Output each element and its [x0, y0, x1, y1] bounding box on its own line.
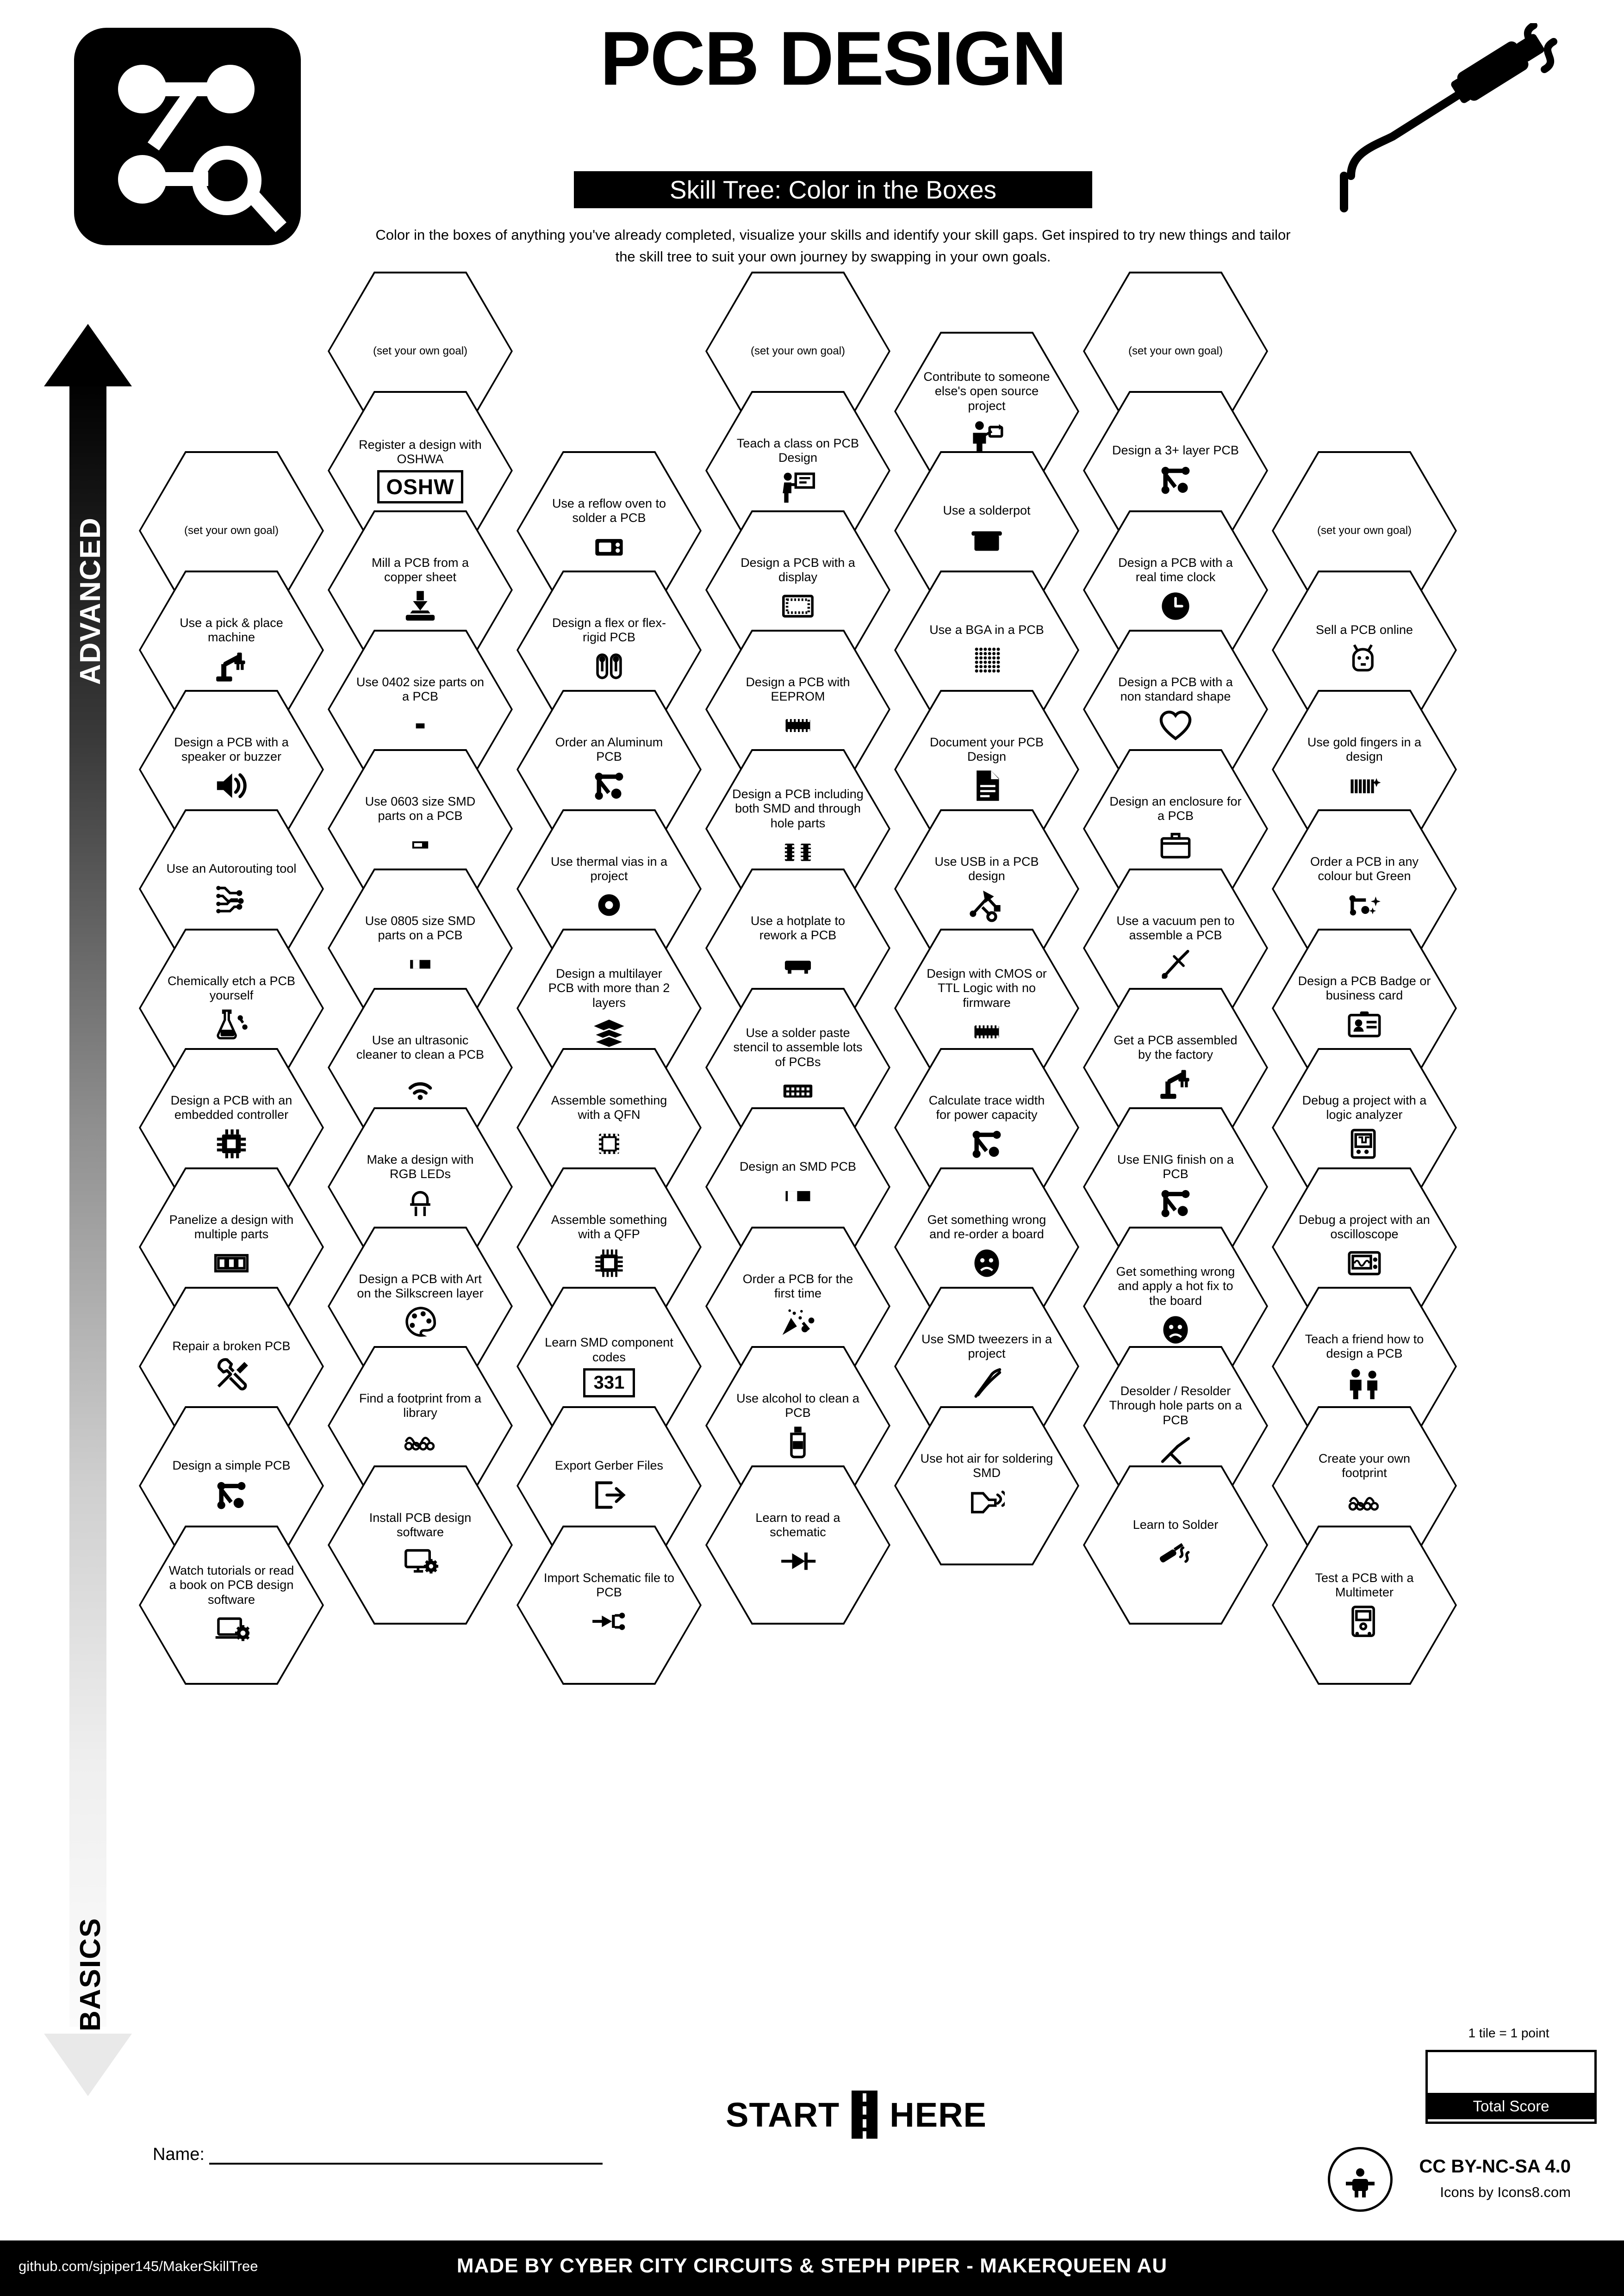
- sad-board-icon: [1157, 1312, 1194, 1348]
- skill-tile-label: Design a PCB with a speaker or buzzer: [174, 735, 289, 763]
- skill-tile-label: (set your own goal): [750, 345, 846, 358]
- skill-tile-label: Use a hotplate to rework a PCB: [750, 913, 846, 942]
- skill-tile-label: Use a BGA in a PCB: [929, 623, 1044, 637]
- skill-tile-label: Design with CMOS or TTL Logic with no firmware: [927, 967, 1047, 1010]
- name-label: Name:: [153, 2145, 205, 2164]
- skill-tile[interactable]: [705, 1465, 890, 1625]
- skill-tile-label: Use a pick & place machine: [180, 615, 283, 644]
- skill-tile-label: Repair a broken PCB: [172, 1339, 291, 1353]
- teach-friend-icon: [1346, 1365, 1382, 1401]
- qfn-icon: [591, 1126, 627, 1162]
- skill-tile-label: Use SMD tweezers in a project: [921, 1332, 1052, 1360]
- chip-square-icon: [213, 1126, 249, 1162]
- skill-tile-label: Install PCB design software: [369, 1510, 472, 1539]
- skill-tile-label: Teach a class on PCB Design: [736, 436, 859, 465]
- skill-tile[interactable]: [1272, 1526, 1457, 1685]
- hex-content: [1272, 1526, 1457, 1685]
- skill-tile-label: Design a flex or flex-rigid PCB: [552, 615, 666, 644]
- skill-tile-label: Design a PCB including both SMD and through hole parts: [732, 787, 864, 830]
- skill-tile-label: Design a multilayer PCB with more than 2 layers: [548, 967, 670, 1010]
- multimeter-icon: [1346, 1603, 1382, 1639]
- skill-tile-label: Find a footprint from a library: [359, 1391, 482, 1420]
- pcb-trace-icon: [1157, 462, 1194, 498]
- hex-content: [894, 1406, 1079, 1565]
- bottle-icon: [780, 1424, 816, 1460]
- pcb-trace-icon: [591, 768, 627, 804]
- footer-github-link[interactable]: github.com/sjpiper145/MakerSkillTree: [19, 2258, 258, 2274]
- score-input-area[interactable]: [1428, 2052, 1594, 2093]
- schematic-import-icon: [591, 1603, 627, 1639]
- smd-th-icon: [780, 834, 816, 870]
- skill-tile-label: Watch tutorials or read a book on PCB design software: [168, 1564, 294, 1607]
- flask-pcb-icon: [213, 1006, 249, 1043]
- skill-tile[interactable]: [894, 1406, 1079, 1565]
- skill-tile-label: Design a PCB with a real time clock: [1118, 555, 1233, 584]
- skill-tile-label: Use ENIG finish on a PCB: [1117, 1152, 1234, 1181]
- skill-tile-label: Order a PCB for the first time: [742, 1272, 853, 1300]
- skill-tile-label: Get something wrong and apply a hot fix to the board: [1116, 1265, 1235, 1308]
- skill-tile-label: Design a PCB Badge or business card: [1298, 974, 1431, 1002]
- skill-tile-label: Use thermal vias in a project: [550, 854, 668, 883]
- skill-tile[interactable]: [328, 1465, 513, 1625]
- smd-small-icon: [402, 827, 438, 863]
- skill-tile-label: Design an enclosure for a PCB: [1109, 794, 1242, 823]
- skill-tile-label: Calculate trace width for power capacity: [928, 1093, 1045, 1122]
- icons-credit: Icons by Icons8.com: [1440, 2184, 1571, 2200]
- axis-label-basics: BASICS: [75, 1917, 106, 2031]
- pick-place-robot-icon: [1157, 1066, 1194, 1102]
- monitor-gear-icon: [402, 1543, 438, 1579]
- vacuum-pen-icon: [1157, 946, 1194, 982]
- skill-tile-label: Export Gerber Files: [554, 1458, 664, 1473]
- here-label: HERE: [890, 2095, 987, 2134]
- led-icon: [402, 1185, 438, 1221]
- footprint-icon: [402, 1424, 438, 1460]
- skill-tile-label: Import Schematic file to PCB: [543, 1570, 675, 1599]
- skill-tile-label: Make a design with RGB LEDs: [367, 1152, 474, 1181]
- skill-tile-label: (set your own goal): [1128, 345, 1223, 358]
- stencil-icon: [780, 1073, 816, 1109]
- sad-board-icon: [969, 1245, 1005, 1281]
- badge-icon: [1346, 1006, 1382, 1043]
- skill-tile[interactable]: [139, 1526, 324, 1685]
- skill-tile-label: Use USB in a PCB design: [934, 854, 1039, 883]
- skill-tile-label: Design a PCB with a non standard shape: [1118, 675, 1233, 703]
- via-icon: [591, 887, 627, 923]
- oven-icon: [591, 529, 627, 565]
- hex-content: [705, 1465, 890, 1625]
- skill-tile-label: Panelize a design with multiple parts: [169, 1212, 294, 1241]
- skill-tile-label: Use 0603 size SMD parts on a PCB: [365, 794, 476, 823]
- dip-chip-icon: [969, 1014, 1005, 1050]
- skill-tile-label: Design a PCB with a display: [740, 555, 855, 584]
- skill-tile-label: Design a PCB with EEPROM: [746, 675, 850, 703]
- skill-tile-label: Get something wrong and re-order a board: [927, 1212, 1046, 1241]
- panel-icon: [213, 1245, 249, 1281]
- total-score-label: Total Score: [1428, 2093, 1594, 2119]
- skill-tile-label: (set your own goal): [373, 345, 468, 358]
- analyzer-icon: [1346, 1126, 1382, 1162]
- cc-badge-icon: [1328, 2147, 1393, 2212]
- hotair-icon: [969, 1484, 1005, 1520]
- hex-content: [516, 1526, 702, 1685]
- share-person-icon: [969, 417, 1005, 453]
- ultrasonic-icon: [402, 1066, 438, 1102]
- skill-tile-label: Learn SMD component codes: [545, 1335, 673, 1364]
- skill-tile[interactable]: [516, 1526, 702, 1685]
- oshw-icon: OSHW: [377, 470, 463, 503]
- skill-tile-label: Use a reflow oven to solder a PCB: [552, 496, 666, 525]
- skill-tile-label: Debug a project with an oscilloscope: [1299, 1212, 1430, 1241]
- pcb-trace-icon: [1157, 1185, 1194, 1221]
- name-field[interactable]: [153, 2142, 603, 2165]
- skill-tile[interactable]: [1083, 1465, 1268, 1625]
- qfp-icon: [591, 1245, 627, 1281]
- pot-icon: [969, 522, 1005, 558]
- desolder-icon: [1157, 1431, 1194, 1467]
- page-subtitle: Skill Tree: Color in the Boxes: [574, 171, 1092, 208]
- scope-icon: [1346, 1245, 1382, 1281]
- skill-tile-label: Learn to read a schematic: [755, 1510, 840, 1539]
- smd-tiny-icon: [402, 707, 438, 744]
- tweezers-icon: [969, 1365, 1005, 1401]
- skill-tile-label: Use an ultrasonic cleaner to clean a PCB: [356, 1033, 485, 1061]
- license-text: CC BY-NC-SA 4.0: [1419, 2156, 1571, 2177]
- page-footer: [0, 2240, 1624, 2296]
- skill-tile-label: Design a PCB with an embedded controller: [170, 1093, 292, 1122]
- gold-fingers-icon: [1346, 768, 1382, 804]
- bga-icon: [969, 641, 1005, 677]
- page-title: PCB DESIGN: [600, 16, 1066, 101]
- skill-tile-label: Use alcohol to clean a PCB: [736, 1391, 859, 1420]
- hex-content: [1083, 1465, 1268, 1625]
- smd-med-icon: [402, 946, 438, 982]
- clock-icon: [1157, 588, 1194, 624]
- code331-icon: 331: [583, 1368, 635, 1397]
- heart-icon: [1157, 707, 1194, 744]
- diode-icon: [780, 1543, 816, 1579]
- skill-tile-label: Use a vacuum pen to assemble a PCB: [1116, 913, 1235, 942]
- enclosure-icon: [1157, 827, 1194, 863]
- tools-icon: [213, 1358, 249, 1394]
- skill-tile-label: Assemble something with a QFP: [551, 1212, 667, 1241]
- skill-tile-label: Use an Autorouting tool: [166, 862, 297, 876]
- hex-content: [139, 1526, 324, 1685]
- pcb-trace-icon: [213, 1477, 249, 1513]
- skill-tile-label: Design an SMD PCB: [739, 1160, 857, 1174]
- usb-icon: [969, 887, 1005, 923]
- pick-place-robot-icon: [213, 648, 249, 684]
- skill-tile-label: Sell a PCB online: [1315, 623, 1413, 637]
- skill-tile-label: Contribute to someone else's open source project: [923, 370, 1050, 413]
- display-icon: [780, 588, 816, 624]
- footprint-icon: [1346, 1484, 1382, 1520]
- party-pcb-icon: [780, 1304, 816, 1340]
- skill-tile-label: Learn to Solder: [1132, 1518, 1219, 1532]
- skill-tile-label: Teach a friend how to design a PCB: [1305, 1332, 1424, 1360]
- mill-icon: [402, 588, 438, 624]
- skill-tile-label: Design a 3+ layer PCB: [1112, 443, 1239, 458]
- skill-tile-label: Order an Aluminum PCB: [555, 735, 663, 763]
- axis-label-advanced: ADVANCED: [75, 517, 106, 685]
- footer-credit: MADE BY CYBER CITY CIRCUITS & STEPH PIPER - MAKERQUEEN AU: [456, 2254, 1168, 2277]
- skill-tile-label: (set your own goal): [184, 524, 279, 537]
- start-label: START: [726, 2095, 840, 2134]
- page-blurb: Color in the boxes of anything you've already completed, visualize your skills and identify your skill gaps. Get inspired to try new things and tailor the skill tree to suit your own journey by swapping in your own goals.: [375, 227, 1291, 265]
- skill-tile-label: Use hot air for soldering SMD: [920, 1451, 1053, 1480]
- document-icon: [969, 768, 1005, 804]
- skill-tile-label: Debug a project with a logic analyzer: [1302, 1093, 1427, 1122]
- skill-tile-label: Use a solder paste stencil to assemble lots of PCBs: [733, 1026, 863, 1069]
- skill-tile-label: Design a PCB with Art on the Silkscreen layer: [357, 1272, 484, 1300]
- skill-tile-label: Get a PCB assembled by the factory: [1114, 1033, 1238, 1061]
- solder-iron-icon: [1157, 1536, 1194, 1572]
- autoroute-icon: [213, 880, 249, 916]
- dip-chip-icon: [780, 707, 816, 744]
- skill-tile-label: Use 0805 size SMD parts on a PCB: [365, 913, 476, 942]
- skill-tile-label: Assemble something with a QFN: [551, 1093, 667, 1122]
- skill-tile-label: Desolder / Resolder Through hole parts on a PCB: [1109, 1384, 1242, 1427]
- skill-tile-label: Order a PCB in any colour but Green: [1310, 854, 1419, 883]
- skill-tile-label: Test a PCB with a Multimeter: [1315, 1570, 1414, 1599]
- skill-tile-label: Register a design with OSHWA: [359, 437, 482, 466]
- layers-icon: [591, 1014, 627, 1050]
- palette-icon: [402, 1304, 438, 1340]
- hotplate-icon: [780, 946, 816, 982]
- skill-tile-label: Design a simple PCB: [172, 1458, 291, 1473]
- skill-tile-label: Use gold fingers in a design: [1307, 735, 1422, 763]
- smd-part-icon: [780, 1178, 816, 1214]
- skill-tile-label: Mill a PCB from a copper sheet: [371, 555, 469, 584]
- shop-icon: [1346, 641, 1382, 677]
- pcb-sparkle-icon: [1346, 887, 1382, 923]
- skill-tile-label: Use 0402 size parts on a PCB: [356, 675, 485, 703]
- road-icon: [852, 2091, 877, 2139]
- speaker-icon: [213, 768, 249, 804]
- skill-tile-label: Chemically etch a PCB yourself: [167, 974, 296, 1002]
- flex-icon: [591, 648, 627, 684]
- skill-tile-label: Create your own footprint: [1318, 1451, 1411, 1480]
- teach-icon: [780, 469, 816, 505]
- start-here-marker: [680, 2087, 1032, 2142]
- skill-tile-label: Use a solderpot: [943, 503, 1031, 518]
- hex-content: [328, 1465, 513, 1625]
- total-score-box[interactable]: [1425, 2050, 1597, 2124]
- laptop-gear-icon: [213, 1611, 249, 1647]
- pcb-trace-icon: [969, 1126, 1005, 1162]
- export-icon: [591, 1477, 627, 1513]
- name-write-line[interactable]: [209, 2142, 603, 2165]
- skill-tile-label: Document your PCB Design: [929, 735, 1044, 763]
- skill-tile-label: (set your own goal): [1317, 524, 1412, 537]
- tile-point-note: 1 tile = 1 point: [1468, 2026, 1549, 2040]
